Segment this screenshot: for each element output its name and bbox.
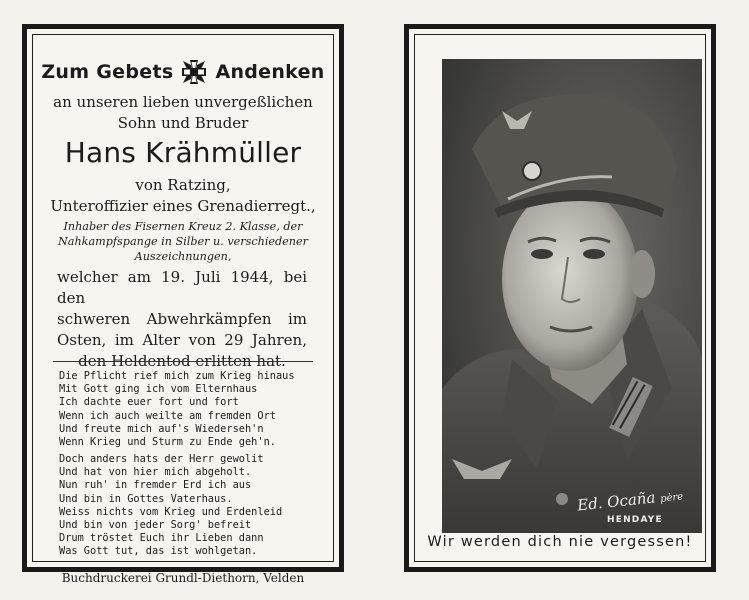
memorial-photo-card: [404, 24, 716, 572]
poem-line: Und bin in Gottes Vaterhaus.: [59, 492, 233, 505]
iron-cross-icon: [179, 57, 209, 87]
honors-line: Auszeichnungen,: [134, 250, 232, 263]
poem-line: Weiss nichts vom Krieg und Erdenleid: [59, 505, 283, 518]
death-notice: [57, 267, 307, 372]
intro-line-1: an unseren lieben unvergeßlichen: [53, 93, 313, 111]
poem-line: Ich dachte euer fort und fort: [59, 396, 239, 409]
poem-line: Mit Gott ging ich vom Elternhaus: [59, 383, 258, 396]
poem-line: Wenn ich auch weilte am fremden Ort: [59, 409, 276, 422]
heading-left: Zum Gebets: [41, 61, 174, 83]
poem-line: Und bin von jeder Sorg' befreit: [59, 519, 252, 532]
memorial-caption: Wir werden dich nie vergessen!: [427, 534, 693, 550]
rank-line: Unteroffizier eines Grenadierregt.,: [50, 197, 316, 215]
intro-line-2: Sohn und Bruder: [117, 114, 249, 132]
signature-suffix: père: [659, 491, 684, 505]
divider: [53, 361, 313, 362]
inner-border: [32, 34, 334, 562]
inner-border: [414, 34, 706, 562]
poem-line: Und freute mich auf's Wiederseh'n: [59, 422, 264, 435]
poem-line: Drum tröstet Euch ihr Lieben dann: [59, 532, 264, 545]
deceased-name: Hans Krähmüller: [64, 136, 302, 169]
signature-name: Ed. Ocaña: [576, 488, 657, 515]
death-line: welcher am 19. Juli 1944, bei den: [57, 268, 307, 307]
poem-line: Wenn Krieg und Sturm zu Ende geh'n.: [59, 436, 276, 449]
poem-stanza-1: [59, 370, 349, 449]
poem-line: Nun ruh' in fremder Erd ich aus: [59, 479, 252, 492]
origin-line: von Ratzing,: [135, 176, 231, 194]
soldier-portrait-photo: [442, 59, 702, 533]
honors-line: Nahkampfspange in Silber u. verschiedener: [58, 235, 308, 248]
honors-line: Inhaber des Fisernen Kreuz 2. Klasse, der: [63, 220, 303, 233]
poem-line: Doch anders hats der Herr gewolit: [59, 453, 264, 465]
printer-credit: Buchdruckerei Grundl-Diethorn, Velden: [61, 571, 305, 585]
poem-line: Was Gott tut, das ist wohlgetan.: [59, 545, 258, 558]
memorial-text-card: [22, 24, 344, 572]
poem-line: Und hat von hier mich abgeholt.: [59, 466, 252, 479]
photographer-location: HENDAYE: [607, 515, 663, 525]
portrait-illustration: [442, 59, 702, 533]
poem-stanza-2: [59, 453, 349, 559]
poem-line: Die Pflicht rief mich zum Krieg hinaus: [59, 370, 295, 382]
honors-text: [51, 219, 315, 264]
card-heading: [33, 57, 333, 87]
death-line: Osten, im Alter von 29 Jahren,: [57, 331, 307, 349]
death-line: schweren Abwehrkämpfen im: [57, 310, 307, 328]
heading-right: Andenken: [215, 61, 325, 83]
death-line: den Heldentod erlitten hat.: [78, 352, 286, 370]
